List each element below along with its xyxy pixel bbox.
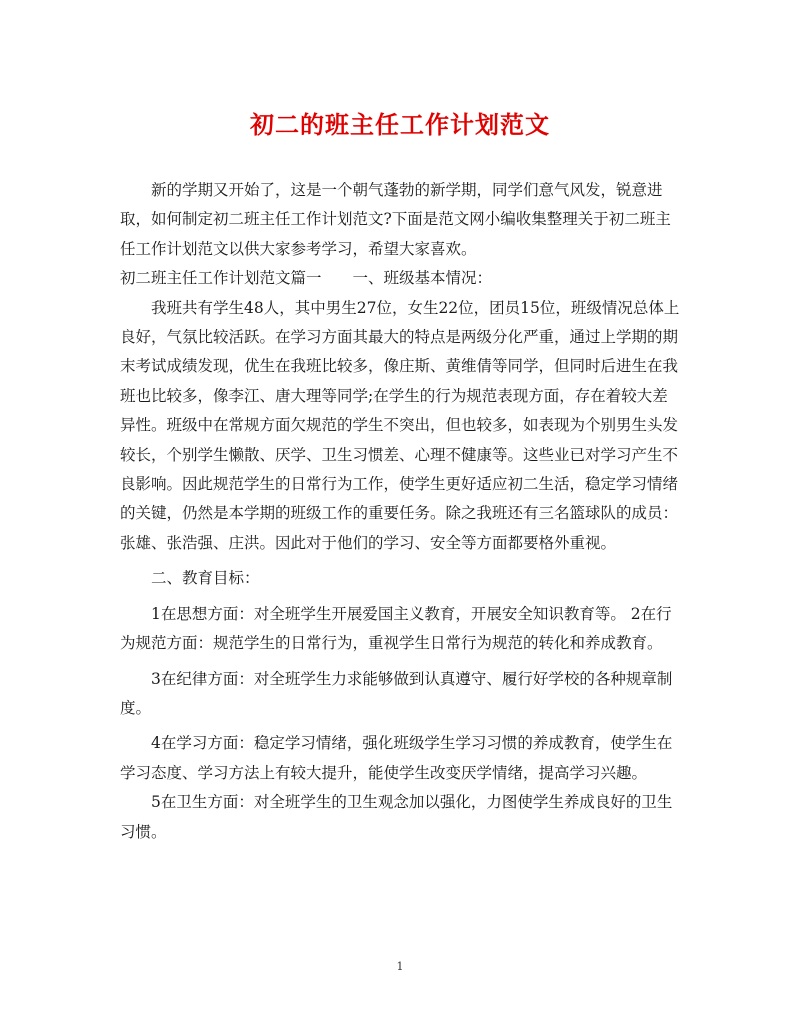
section-heading-class-info: 初二班主任工作计划范文篇一 一、班级基本情况： bbox=[120, 269, 493, 288]
goal-paragraph-1: 1在思想方面：对全班学生开展爱国主义教育，开展安全知识教育等。 2在行为规范方面：规范学生的日常行为，重视学生日常行为规范的转化和养成教育。 bbox=[120, 604, 672, 653]
goal-paragraph-3: 3在纪律方面：对全班学生力求能够做到认真遵守、履行好学校的各种规章制度。 bbox=[120, 669, 673, 717]
class-info-paragraph: 我班共有学生48人，其中男生27位，女生22位，团员15位，班级情况总体上良好，气氛比较活跃。在学习方面其最大的特点是两级分化严重，通过上学期的期末考试成绩发现，优生在我班比较多，像庄斯、黄维倩等同学，但同时后进生在我班也比较多，像李江、唐大理等同学;在学生的行为规范表现方面，存在着较大差异性。班级中在常规方面欠规范的学生不突出，但也较多，如表现为个别男生头发较长，个别学生懒散、厌学、卫生习惯差、心理不健康等。这些业已对学习产生不良影响。因此规范学生的日常行为工作，使学生更好适应初二生活，稳定学习情绪的关键，仍然是本学期的班级工作的重要任务。除之我班还有三名篮球队的成员：张雄、张浩强、庄洪。因此对于他们的学习、安全等方面都要格外重视。 bbox=[120, 298, 680, 552]
document-body bbox=[120, 176, 682, 847]
document-title: 初二的班主任工作计划范文 bbox=[250, 110, 550, 139]
goal-paragraph-4: 4在学习方面：稳定学习情绪，强化班级学生学习习惯的养成教育，使学生在学习态度、学习方法上有较大提升，能使学生改变厌学情绪，提高学习兴趣。 bbox=[120, 734, 673, 782]
page-number: 1 bbox=[396, 960, 404, 973]
section-heading-goals: 二、教育目标： bbox=[151, 569, 260, 588]
intro-paragraph: 新的学期又开始了，这是一个朝气蓬勃的新学期，同学们意气风发，锐意进取，如何制定初二班主任工作计划范文?下面是范文网小编收集整理关于初二班主任工作计划范文以供大家参考学习，希望大家喜欢。 bbox=[120, 181, 671, 258]
goal-paragraph-5: 5在卫生方面：对全班学生的卫生观念加以强化，力图使学生养成良好的卫生习惯。 bbox=[120, 793, 673, 841]
